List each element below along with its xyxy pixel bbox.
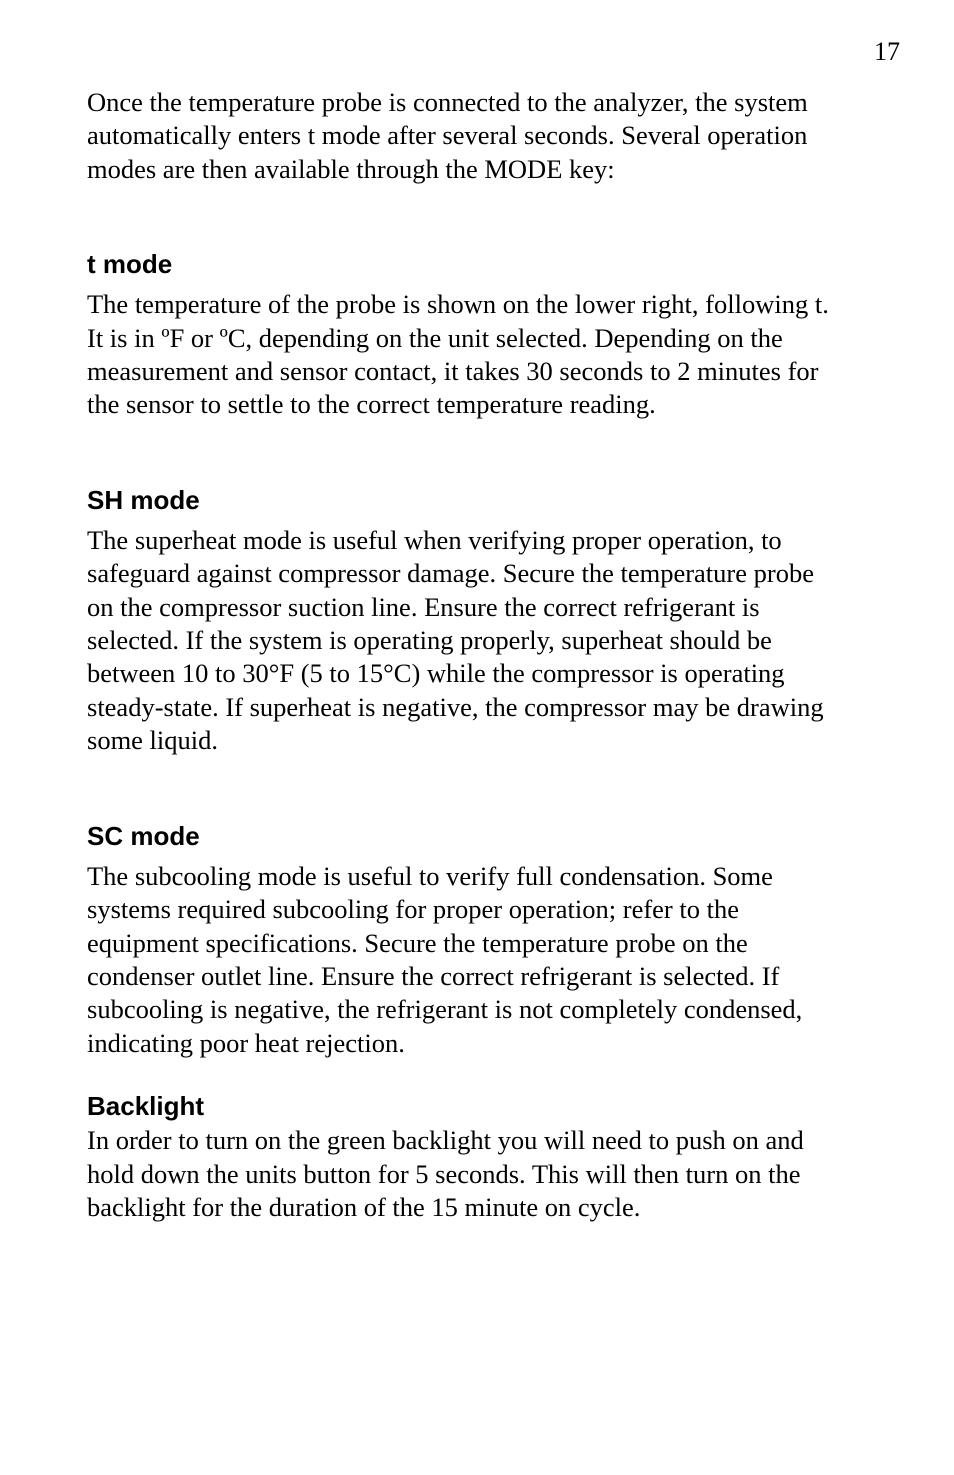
section-body-t-mode: The temperature of the probe is shown on the lower right, following t. It is in ºF or ºC, depending on the unit selected. Depending on the measurement and sensor contact, it takes 30 seconds to 2 minutes for the sensor to settle to the correct temperature reading. — [87, 289, 829, 420]
page-number: 17 — [874, 37, 900, 66]
page-content — [87, 86, 917, 1224]
section-heading-t-mode: t mode — [87, 249, 173, 280]
section-body-backlight: In order to turn on the green backlight you will need to push on and hold down the units button for 5 seconds. This will then turn on the backlight for the duration of the 15 minute on cycle. — [87, 1125, 804, 1222]
section-heading-backlight: Backlight — [87, 1091, 205, 1122]
section-body-sh-mode: The superheat mode is useful when verifying proper operation, to safeguard against compressor damage. Secure the temperature probe on the compressor suction line. Ensure the correct refrigerant is selected. If the system is operating properly, superheat should be between 10 to 30°F (5 to 15°C) while the compressor is operating steady-state. If superheat is negative, the compressor may be drawing some liquid. — [87, 524, 824, 756]
intro-paragraph: Once the temperature probe is connected to the analyzer, the system automatically enters t mode after several seconds. Several operation modes are then available through the MODE key: — [87, 87, 808, 184]
section-body-sc-mode: The subcooling mode is useful to verify full condensation. Some systems required subcooling for proper operation; refer to the equipment specifications. Secure the temperature probe on the condenser outlet line. Ensure the correct refrigerant is selected. If subcooling is negative, the refrigerant is not completely condensed, indicating poor heat rejection. — [87, 860, 803, 1058]
section-heading-sc-mode: SC mode — [87, 820, 200, 851]
section-heading-sh-mode: SH mode — [87, 484, 200, 515]
